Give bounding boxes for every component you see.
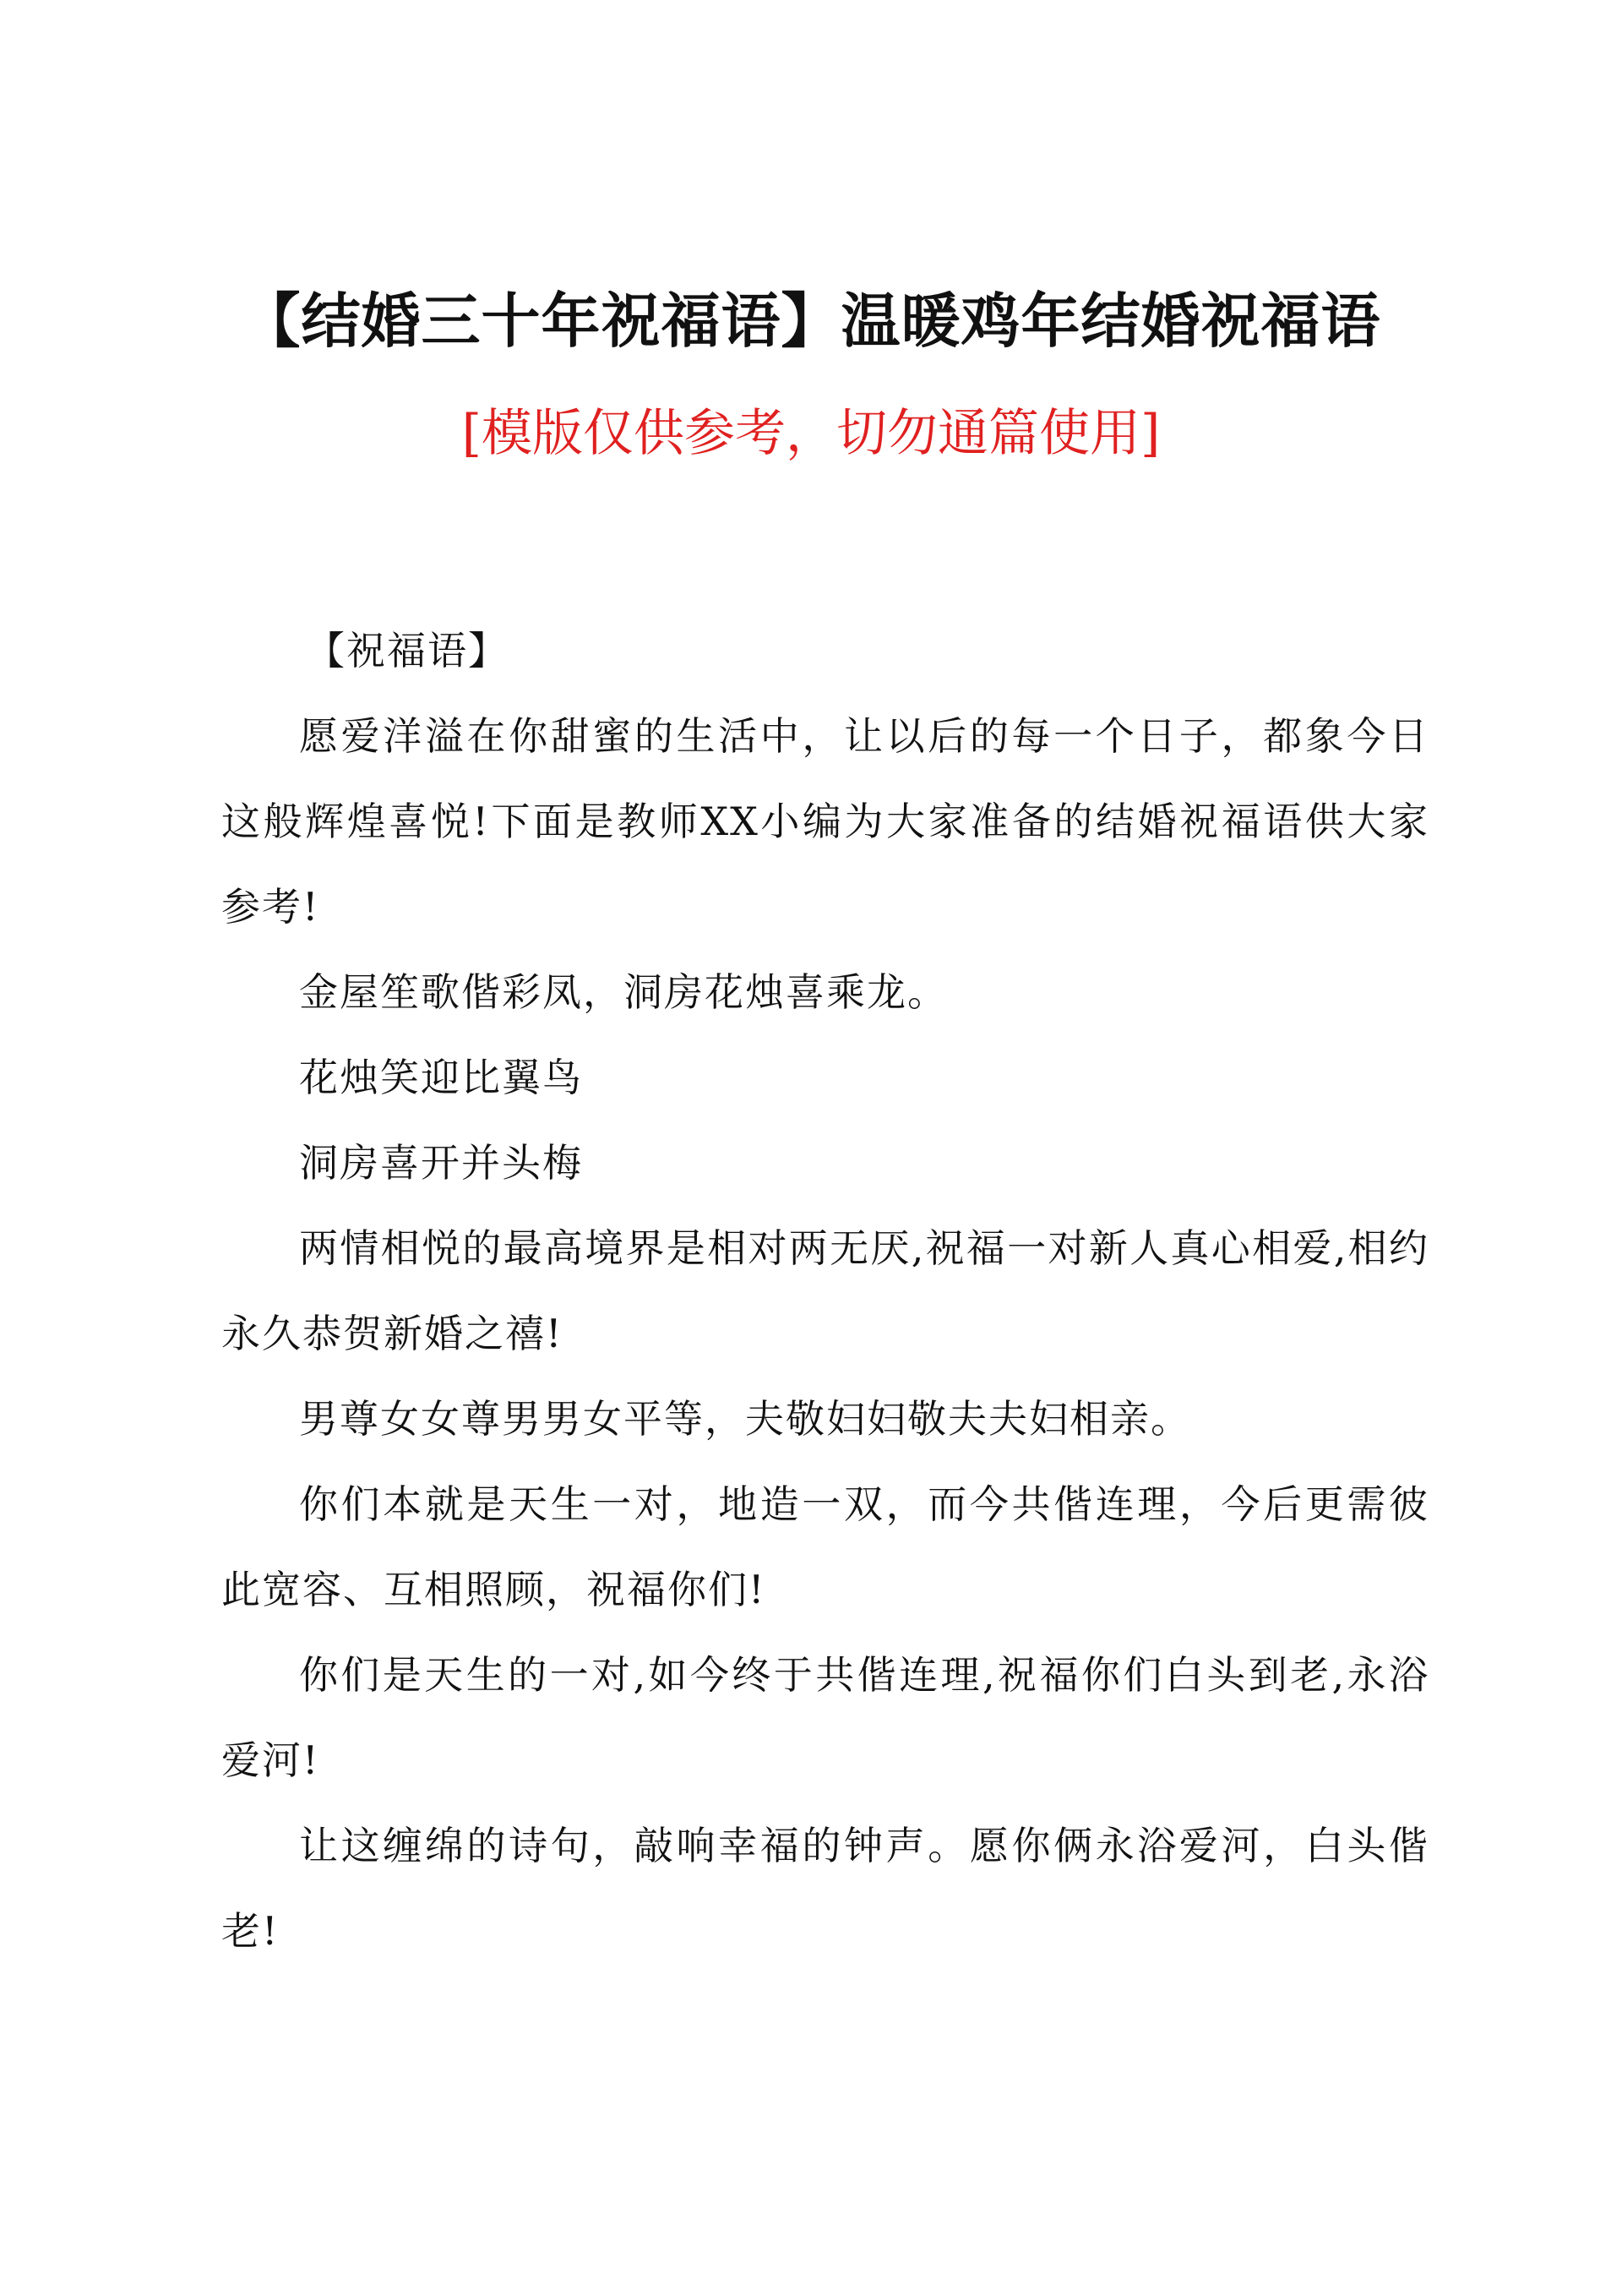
document-title: 【结婚三十年祝福语】温暖鸡年结婚祝福语 — [241, 286, 1381, 356]
paragraph-wish-1: 两情相悦的最高境界是相对两无厌,祝福一对新人真心相爱,相约永久恭贺新婚之禧! — [221, 1225, 1429, 1356]
paragraph-wish-4: 你们是天生的一对,如今终于共偕连理,祝福你们白头到老,永浴爱河! — [221, 1652, 1429, 1783]
paragraph-couplet-1: 金屋笙歌偕彩凤，洞房花烛喜乘龙。 — [299, 969, 948, 1015]
document-body — [221, 608, 1429, 1974]
paragraph-couplet-2b: 洞房喜开并头梅 — [299, 1140, 583, 1186]
paragraph-couplet-2a: 花烛笑迎比翼鸟 — [299, 1055, 583, 1100]
paragraph-wish-2: 男尊女女尊男男女平等，夫敬妇妇敬夫夫妇相亲。 — [299, 1396, 1191, 1442]
template-disclaimer: [模版仅供参考，切勿通篇使用] — [461, 404, 1161, 463]
paragraph-intro: 愿爱洋溢在你甜蜜的生活中，让以后的每一个日子，都象今日这般辉煌喜悦!下面是教师XX小编为大家准备的结婚祝福语供大家参考! — [221, 713, 1429, 930]
paragraph-wish-5: 让这缠绵的诗句，敲响幸福的钟声。愿你俩永浴爱河，白头偕老! — [221, 1823, 1429, 1954]
paragraph-wish-3: 你们本就是天生一对，地造一双，而今共偕连理，今后更需彼此宽容、互相照顾，祝福你们! — [221, 1481, 1429, 1612]
section-heading: 【祝福语】 — [306, 628, 509, 674]
